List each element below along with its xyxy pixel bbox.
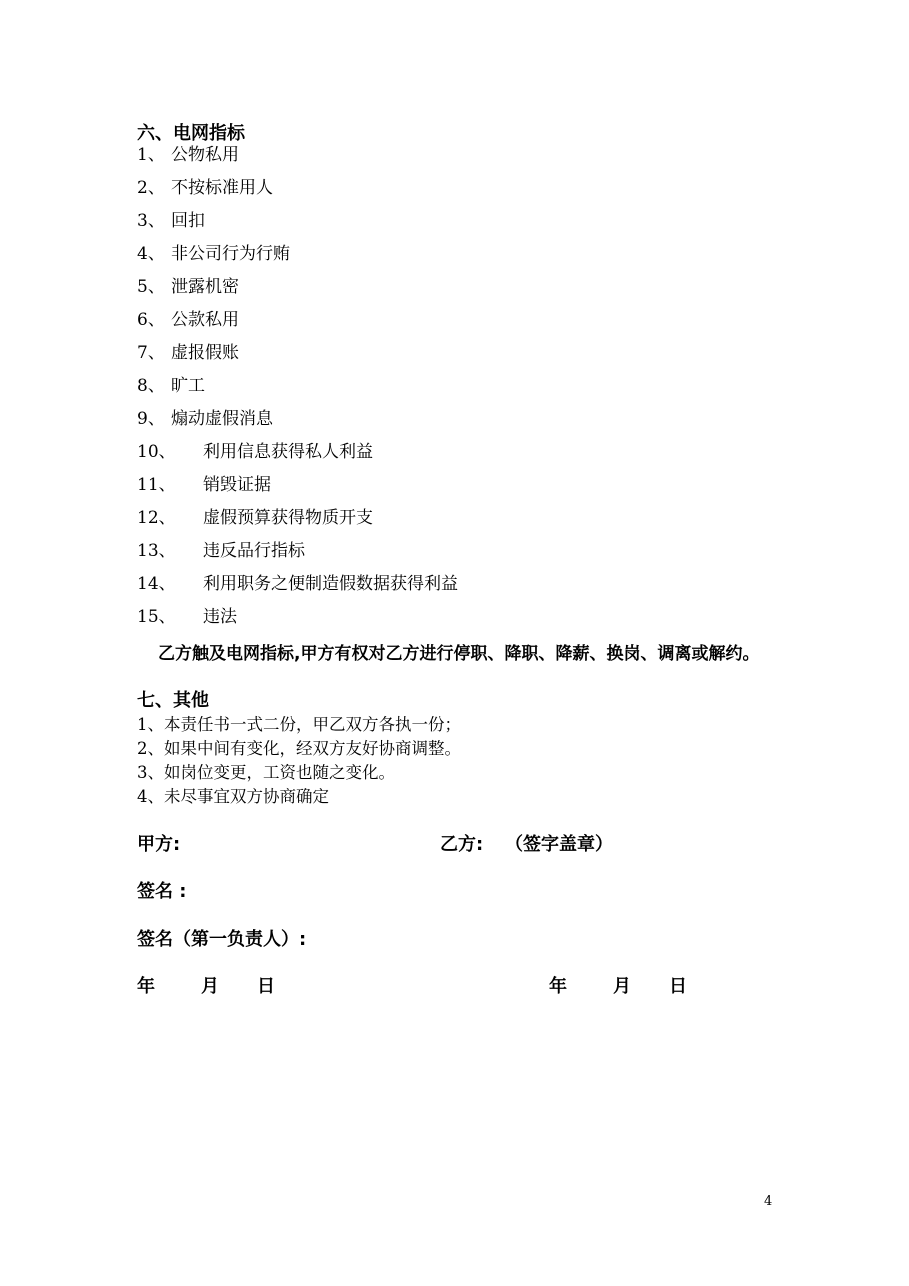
date-day-b: 日	[669, 976, 687, 997]
date-month-a: 月	[201, 976, 219, 997]
list-item-number: 8、	[137, 376, 165, 396]
list-item	[137, 574, 637, 596]
signature-label: 签名 :	[137, 881, 187, 902]
consequence-statement: 乙方触及电网指标,甲方有权对乙方进行停职、降职、降薪、换岗、调离或解约。	[158, 644, 760, 664]
list-item-number: 6、	[137, 310, 165, 330]
list-item-number: 2、	[137, 178, 165, 198]
list-item-number: 12、	[137, 508, 176, 528]
list-item-number: 3、	[137, 211, 165, 231]
section-6-heading: 六、电网指标	[137, 123, 245, 144]
list-item	[137, 277, 637, 299]
other-item: 4、未尽事宜双方协商确定	[137, 787, 329, 806]
list-item	[137, 343, 637, 365]
list-item-text: 虚报假账	[171, 343, 239, 363]
date-year-b: 年	[549, 976, 567, 997]
list-item-text: 泄露机密	[171, 277, 239, 297]
list-item-text: 销毁证据	[203, 475, 271, 495]
party-b-note: （签字盖章）	[505, 834, 613, 855]
list-item	[137, 508, 637, 530]
list-item	[137, 244, 637, 266]
list-item-number: 5、	[137, 277, 165, 297]
list-item-number: 13、	[137, 541, 176, 561]
party-a-label: 甲方:	[137, 834, 181, 855]
list-item-text: 违反品行指标	[203, 541, 305, 561]
list-item	[137, 442, 637, 464]
section-7-heading: 七、其他	[137, 690, 209, 711]
list-item-text: 非公司行为行贿	[171, 244, 290, 264]
date-month-b: 月	[613, 976, 631, 997]
list-item	[137, 178, 637, 200]
list-item-number: 9、	[137, 409, 165, 429]
other-item: 3、如岗位变更，工资也随之变化。	[137, 763, 395, 782]
date-year-a: 年	[137, 976, 155, 997]
list-item	[137, 211, 637, 233]
list-item-number: 14、	[137, 574, 176, 594]
list-item-text: 利用职务之便制造假数据获得利益	[203, 574, 458, 594]
list-item-number: 4、	[137, 244, 165, 264]
list-item-text: 公物私用	[171, 145, 239, 165]
first-responsible-signature-label: 签名（第一负责人）:	[137, 929, 307, 950]
list-item	[137, 145, 637, 167]
other-item: 2、如果中间有变化，经双方友好协商调整。	[137, 739, 461, 758]
date-day-a: 日	[257, 976, 275, 997]
list-item	[137, 409, 637, 431]
other-item: 1、本责任书一式二份，甲乙双方各执一份；	[137, 715, 461, 734]
list-item-text: 煽动虚假消息	[171, 409, 273, 429]
list-item-number: 7、	[137, 343, 165, 363]
list-item-text: 旷工	[171, 376, 205, 396]
list-item	[137, 376, 637, 398]
list-item-text: 虚假预算获得物质开支	[203, 508, 373, 528]
list-item	[137, 607, 637, 629]
list-item-number: 11、	[137, 475, 176, 495]
list-item-text: 利用信息获得私人利益	[203, 442, 373, 462]
party-b-label: 乙方:	[440, 834, 484, 855]
list-item	[137, 475, 637, 497]
list-item-text: 回扣	[171, 211, 205, 231]
list-item-number: 15、	[137, 607, 176, 627]
list-item	[137, 310, 637, 332]
list-item	[137, 541, 637, 563]
list-item-text: 公款私用	[171, 310, 239, 330]
list-item-text: 违法	[203, 607, 237, 627]
list-item-text: 不按标准用人	[171, 178, 273, 198]
page-number: 4	[764, 1194, 773, 1209]
list-item-number: 10、	[137, 442, 176, 462]
list-item-number: 1、	[137, 145, 165, 165]
